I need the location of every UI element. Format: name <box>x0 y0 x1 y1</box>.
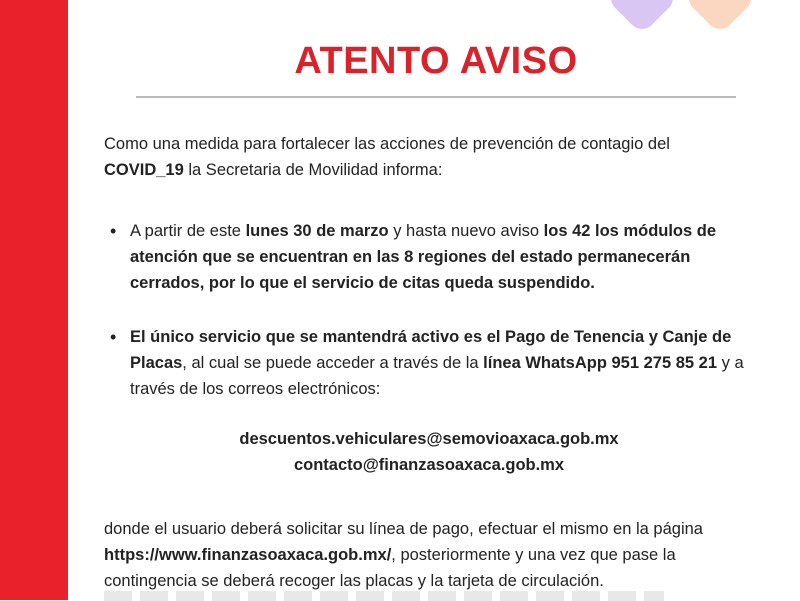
closing-text-2: , posteriormente y una vez que pase la contingencia se deberá recoger las placas y la tarjeta de circulación. <box>104 546 676 590</box>
email-list <box>104 426 754 478</box>
bullet-modules-closed <box>104 218 754 296</box>
notice-body <box>104 131 754 594</box>
decorative-peach-shape <box>683 0 757 35</box>
left-red-bar <box>0 0 68 600</box>
decorative-purple-shape <box>605 0 679 35</box>
notice-bullets <box>104 218 754 402</box>
intro-text-1: Como una medida para fortalecer las acciones de prevención de contagio del <box>104 135 670 153</box>
bullet1-text-1: A partir de este <box>130 222 246 240</box>
bullet-active-service <box>104 324 754 402</box>
intro-bold-covid: COVID_19 <box>104 161 184 179</box>
closing-text-1: donde el usuario deberá solicitar su línea de pago, efectuar el mismo en la página <box>104 520 703 538</box>
bullet2-whatsapp: línea WhatsApp 951 275 85 21 <box>483 354 718 372</box>
closing-paragraph <box>104 516 754 594</box>
bullet2-text-2: y a través de los correos electrónicos: <box>130 354 744 398</box>
email-descuentos[interactable]: descuentos.vehiculares@semovioaxaca.gob.mx <box>239 430 619 448</box>
closing-url[interactable]: https://www.finanzasoaxaca.gob.mx/ <box>104 546 392 564</box>
bullet1-text-2: y hasta nuevo aviso <box>388 222 544 240</box>
intro-paragraph <box>104 131 754 183</box>
bullet2-text-1: , al cual se puede acceder a través de la <box>182 354 484 372</box>
bullet1-closure-details: los 42 los módulos de atención que se encuentran en las 8 regiones del estado permanecerán cerrados, por lo que el servicio de citas queda suspendido. <box>130 222 717 292</box>
email-contacto[interactable]: contacto@finanzasoaxaca.gob.mx <box>293 456 565 474</box>
title-divider <box>136 96 736 98</box>
intro-text-2: la Secretaria de Movilidad informa: <box>183 161 443 179</box>
page-title: ATENTO AVISO <box>294 40 578 82</box>
bullet1-date: lunes 30 de marzo <box>245 222 389 240</box>
bullet2-service: El único servicio que se mantendrá activo es el Pago de Tenencia y Canje de Placas <box>130 328 732 372</box>
